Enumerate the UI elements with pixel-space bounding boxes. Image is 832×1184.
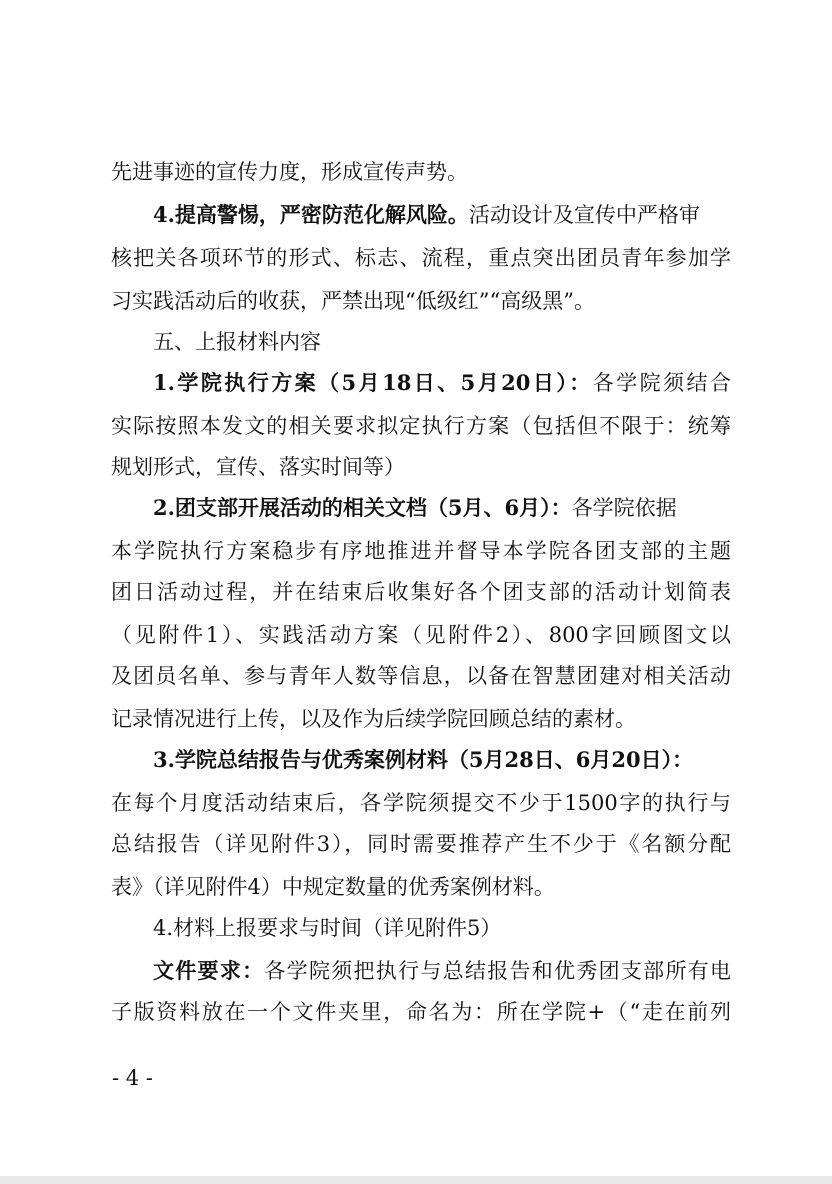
paragraph-line: 习实践活动后的收获，严禁出现“低级红”“高级黑”。: [111, 289, 595, 313]
bold-heading: 2.团支部开展活动的相关文档（5月、6月）：: [153, 495, 572, 520]
paragraph-line: 4.材料上报要求与时间（详见附件5）: [153, 916, 502, 940]
bold-heading: 3.学院总结报告与优秀案例材料（5月28日、6月20日）：: [153, 747, 694, 772]
bold-heading: 4.提高警惕，严密防范化解风险。: [153, 202, 469, 227]
paragraph-line: 记录情况进行上传，以及作为后续学院回顾总结的素材。: [111, 707, 636, 731]
paragraph-line: [153, 367, 731, 399]
paragraph-line: 核把关各项环节的形式、标志、流程，重点突出团员青年参加学: [111, 246, 731, 270]
section-heading: 五、上报材料内容: [153, 330, 321, 354]
paragraph-line: 在每个月度活动结束后，各学院须提交不少于1500字的执行与: [111, 791, 731, 815]
paragraph-line: 团日活动过程，并在结束后收集好各个团支部的活动计划简表: [111, 580, 731, 604]
paragraph-line: 及团员名单、参与青年人数等信息，以备在智慧团建对相关活动: [111, 664, 731, 688]
paragraph-line: 表》（详见附件4）中规定数量的优秀案例材料。: [111, 875, 555, 899]
paragraph-line: 先进事迹的宣传力度，形成宣传声势。: [111, 160, 468, 184]
paragraph-line: 总结报告（详见附件3），同时需要推荐产生不少于《名额分配: [111, 832, 731, 856]
paragraph-line: [153, 199, 731, 231]
text-run: 各学院须把执行与总结报告和优秀团支部所有电: [264, 959, 731, 983]
bold-heading: 1.学院执行方案（5月18日、5月20日）：: [153, 370, 593, 395]
bold-heading: 文件要求：: [153, 958, 265, 983]
paragraph-line: （见附件1）、实践活动方案（见附件2）、800字回顾图文以: [111, 623, 731, 647]
viewer-bottom-edge: [0, 1176, 832, 1184]
paragraph-line: [153, 492, 731, 524]
paragraph-line: 本学院执行方案稳步有序地推进并督导本学院各团支部的主题: [111, 539, 731, 563]
text-run: 活动设计及宣传中严格审: [468, 203, 700, 227]
text-run: 各学院须结合: [592, 371, 731, 395]
paragraph-line: 规划形式，宣传、落实时间等）: [111, 455, 405, 479]
text-run: 各学院依据: [571, 496, 677, 520]
page-number: - 4 -: [112, 1066, 153, 1090]
paragraph-line: [153, 955, 731, 987]
paragraph-line: 子版资料放在一个文件夹里，命名为：所在学院+（“走在前列: [111, 1000, 731, 1024]
paragraph-line: 实际按照本发文的相关要求拟定执行方案（包括但不限于：统筹: [111, 414, 731, 438]
